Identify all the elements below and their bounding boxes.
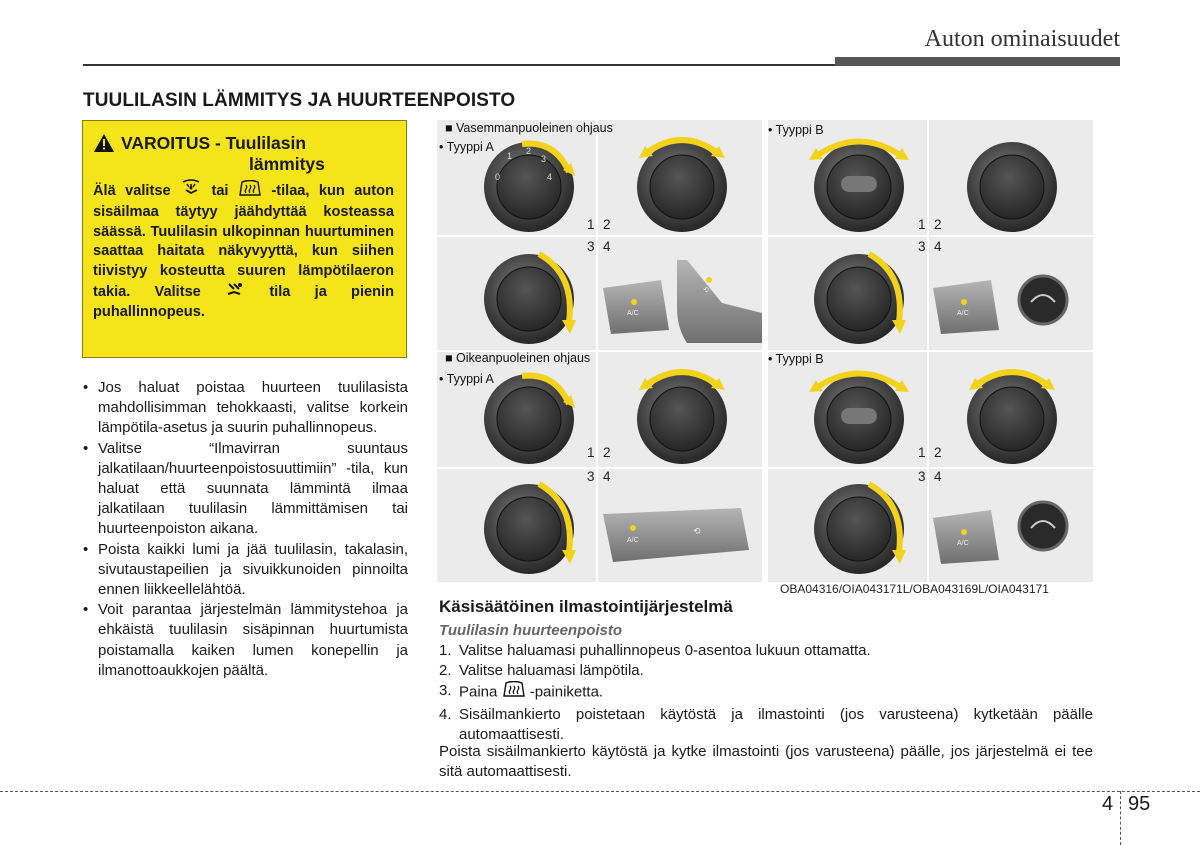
temperature-knob[interactable] <box>957 364 1077 469</box>
manual-climate-heading: Käsisäätöinen ilmastointijärjestelmä <box>439 597 733 616</box>
header-rule <box>83 64 835 66</box>
list-item: • Poista kaikki lumi ja jää tuulilasin, takalasin, sivutaustapeilien ja sivuikkunoiden pinnoilta ennen liikkeellelähtöä. <box>82 540 408 601</box>
cell-number: 1 <box>587 445 595 460</box>
ac-button[interactable] <box>931 500 1006 565</box>
recirculation-button[interactable] <box>1013 270 1073 330</box>
warning-triangle-icon <box>93 133 115 175</box>
fan-label-2: 2 <box>526 146 532 156</box>
cell-number: 4 <box>603 239 611 254</box>
cell-number: 4 <box>934 469 942 484</box>
tips-list <box>82 378 408 681</box>
climate-control-figure <box>437 120 1093 582</box>
windshield-defrost-icon <box>502 681 526 704</box>
cell-number: 1 <box>587 217 595 232</box>
cell-number: 2 <box>934 217 942 232</box>
type-b-label: • Tyyppi B <box>768 123 824 137</box>
recirculation-button[interactable] <box>677 258 762 343</box>
list-item: • Valitse “Ilmavirran suuntaus jalkatilaan/huurteenpoistosuuttimiin” -tila, kun haluat että suunnata lämmintä ilmaa jalkatilaan tuulilasin lämmittämisen tai huurteenpoiston aikana. <box>82 439 408 540</box>
cell-number: 2 <box>603 445 611 460</box>
section-title: TUULILASIN LÄMMITYS JA HUURTEENPOISTO <box>83 90 516 111</box>
mode-knob[interactable] <box>807 474 922 579</box>
warning-text: Älä valitse tai -tilaa, kun auton sisäilmaa täytyy jäähdyttää kosteassa säässä. Tuulilasin ulkopinnan huurtuminen saattaa haitata näkyvyyttä, kun siihen tiivistyy kosteutta suuren lämpötilaeron takia. Valitse tila ja pienin puhallinnopeus. <box>93 179 394 323</box>
fan-label-1: 1 <box>507 151 513 161</box>
type-a-label: • Tyyppi A <box>439 372 494 386</box>
svg-text:A/C: A/C <box>957 310 969 317</box>
fan-speed-knob[interactable] <box>477 364 592 469</box>
svg-text:⟲: ⟲ <box>703 287 709 294</box>
ac-recirculation-buttons[interactable] <box>601 500 751 570</box>
fan-speed-knob[interactable] <box>807 364 922 469</box>
type-b-label: • Tyyppi B <box>768 352 824 366</box>
mode-knob[interactable] <box>477 244 592 349</box>
list-item: • Jos haluat poistaa huurteen tuulilasista mahdollisimman tehokkaasti, valitse korkein lämpötila-asetus ja suurin puhallinnopeus. <box>82 378 408 439</box>
cell-number: 2 <box>934 445 942 460</box>
temperature-knob[interactable] <box>957 132 1077 237</box>
defrost-subheading: Tuulilasin huurteenpoisto <box>439 622 623 639</box>
cell-number: 1 <box>918 217 926 232</box>
windshield-defrost-icon <box>238 180 262 203</box>
note-text: Poista sisäilmankierto käytöstä ja kytke ilmastointi (jos varusteena) päälle, jos järjestelmä ei tee sitä automaattisesti. <box>439 743 1093 781</box>
fan-speed-knob[interactable] <box>477 132 592 237</box>
cell-number: 4 <box>934 239 942 254</box>
mode-knob[interactable] <box>477 474 592 579</box>
list-item: 1. Valitse haluamasi puhallinnopeus 0-asentoa lukuun ottamatta. <box>439 642 871 659</box>
recirculation-button[interactable] <box>1013 496 1073 556</box>
defrost-steps <box>439 641 1093 745</box>
footer-rule <box>0 791 1200 792</box>
fan-label-0: 0 <box>495 172 501 182</box>
ac-button[interactable] <box>601 270 676 335</box>
cell-number: 3 <box>587 239 595 254</box>
cell-number: 3 <box>918 239 926 254</box>
type-a-label: • Tyyppi A <box>439 140 494 154</box>
floor-mode-icon <box>225 281 245 303</box>
ac-button[interactable] <box>931 270 1006 335</box>
cell-number: 3 <box>587 469 595 484</box>
cell-number: 4 <box>603 469 611 484</box>
temperature-knob[interactable] <box>627 364 747 469</box>
warning-heading: VAROITUS - Tuulilasin <box>121 133 307 153</box>
svg-text:A/C: A/C <box>957 540 969 547</box>
page-number: 95 <box>1128 793 1151 815</box>
list-item: • Voit parantaa järjestelmän lämmitystehoa ja ehkäistä tuulilasin sisäpinnan huurtumista poistamalla kaiken lumen konepellin ja ilmanottoaukkojen päältä. <box>82 600 408 681</box>
mode-knob[interactable] <box>807 244 922 349</box>
fan-label-3: 3 <box>541 154 547 164</box>
list-item: 3. Paina -painiketta. <box>439 681 1093 704</box>
ac-button-label: A/C <box>627 310 639 317</box>
footer-divider <box>1120 791 1121 845</box>
chapter-number: 4 <box>1102 793 1114 815</box>
lhd-label: ■ Vasemmanpuoleinen ohjaus <box>445 121 613 135</box>
fan-speed-knob[interactable] <box>807 132 922 237</box>
image-code: OBA04316/OIA043171L/OBA043169L/OIA043171 <box>780 582 1049 596</box>
cell-number: 2 <box>603 217 611 232</box>
svg-text:A/C: A/C <box>627 537 639 544</box>
floor-defrost-mode-icon <box>180 179 202 203</box>
list-item: 4. Sisäilmankierto poistetaan käytöstä ja ilmastointi (jos varusteena) kytketään päälle automaattisesti. <box>439 705 1093 743</box>
cell-number: 1 <box>918 445 926 460</box>
running-header: Auton ominaisuudet <box>924 26 1120 52</box>
svg-text:⟲: ⟲ <box>693 526 701 536</box>
warning-heading-line2: lämmitys <box>249 154 325 174</box>
rhd-label: ■ Oikeanpuoleinen ohjaus <box>445 351 591 365</box>
temperature-knob[interactable] <box>627 132 747 237</box>
header-rule-thick <box>835 57 1120 66</box>
cell-number: 3 <box>918 469 926 484</box>
warning-box <box>82 120 407 358</box>
list-item: 2. Valitse haluamasi lämpötila. <box>439 662 644 680</box>
fan-label-4: 4 <box>547 172 553 182</box>
